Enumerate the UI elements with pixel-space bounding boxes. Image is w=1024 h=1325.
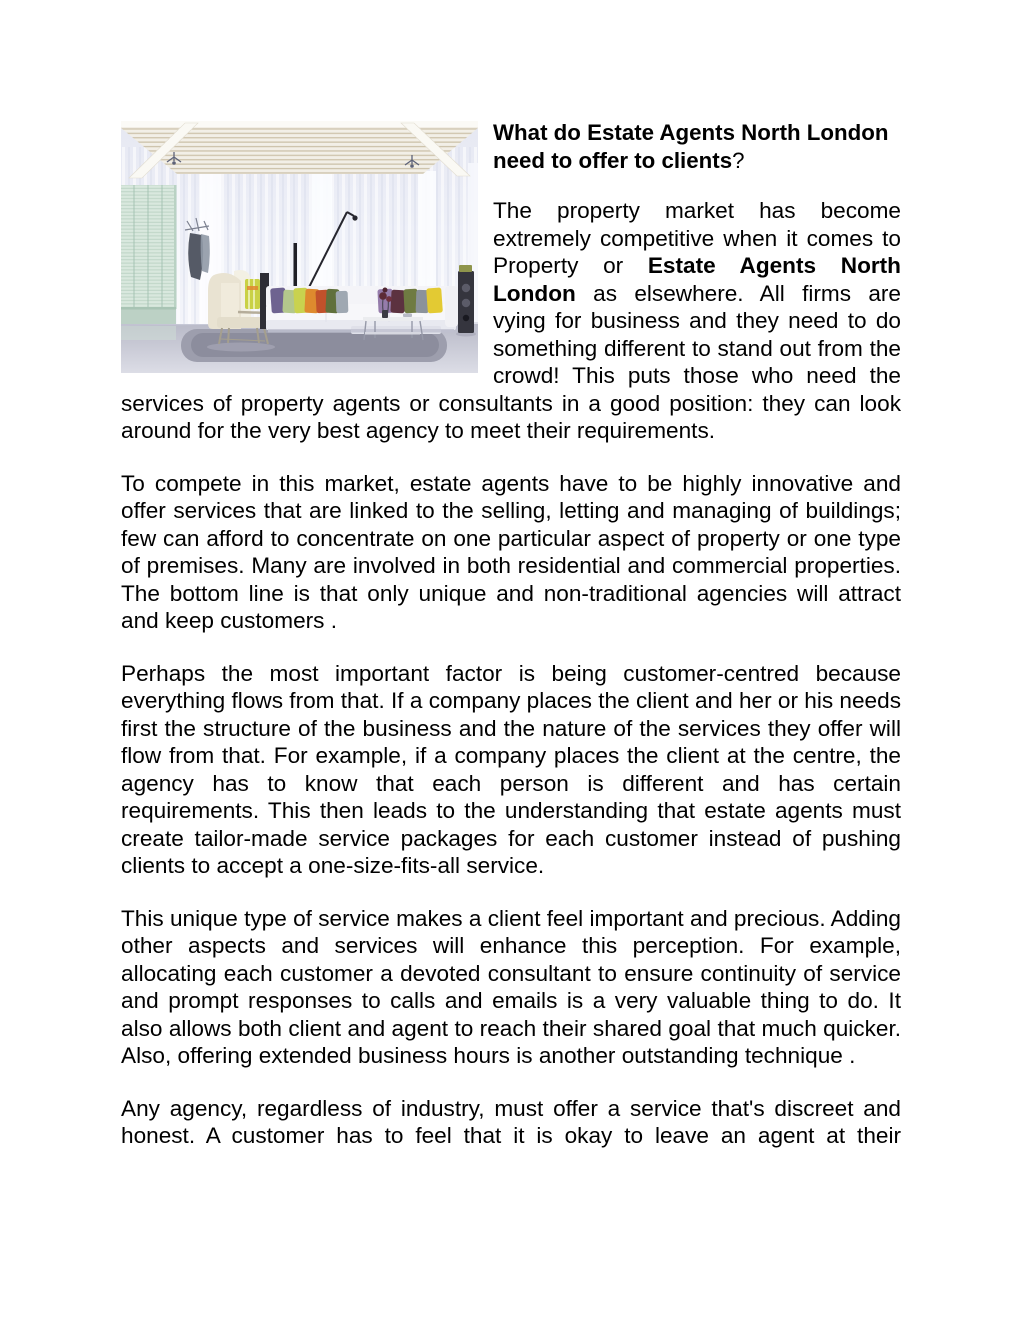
sofa-pillows-left [270, 287, 348, 313]
paragraph-compete: To compete in this market, estate agents have to be highly innovative and offer services that are linked to the selling, letting and managing of buildings; few can afford to concentrate on one particular aspect of property or one type of premises. Many are involved in both residential and commercial properties. The bottom line is that only unique and non-traditional agencies will attract and keep customers . [121, 470, 901, 633]
heading-question-mark: ? [732, 147, 745, 173]
paragraph-customer-centred: Perhaps the most important factor is being customer-centred because everything flows from that. If a company places the client and her or his needs first the structure of the business and the nature of the services they offer will flow from that. For example, if a company places the client at the centre, the agency has to know that each person is different and has certain requirements. This then leads to the understanding that estate agents must create tailor-made service packages for each customer instead of pushing clients to accept a one-size-fits-all service. [121, 660, 901, 878]
article [121, 119, 901, 1150]
heading-bold-text: What do Estate Agents North London need to offer to clients [493, 120, 889, 173]
paragraph-intro-pre: The property market has become extremely competitive when it comes to Property or [493, 198, 901, 278]
living-room-photo [121, 121, 478, 373]
accent-pillow [245, 279, 260, 309]
paragraph-unique-service: This unique type of service makes a client feel important and precious. Adding other aspects and services will enhance this perception. For example, allocating each customer a devoted consultant to ensure continuity of service and prompt responses to calls and emails is a very valuable thing to do. It also allows both client and agent to reach their shared goal that much quicker. Also, offering extended business hours is another outstanding technique . [121, 905, 901, 1068]
paragraph-intro-bold-keyword: Estate Agents North London [493, 253, 901, 306]
paragraph-intro-post: as elsewhere. All firms are vying for business and they need to do something different to stand out from the crowd! This puts those who need the services of property agents or consultants in a good position: they can look around for the very best agency to meet their requirements. [121, 280, 901, 443]
speaker [456, 265, 476, 337]
living-room-illustration [121, 121, 478, 373]
ceiling [121, 121, 478, 178]
paragraph-discreet-honest: Any agency, regardless of industry, must offer a service that's discreet and honest. A customer has to feel that it is okay to leave an agent at their [121, 1095, 901, 1148]
shutter-panels [121, 185, 177, 326]
